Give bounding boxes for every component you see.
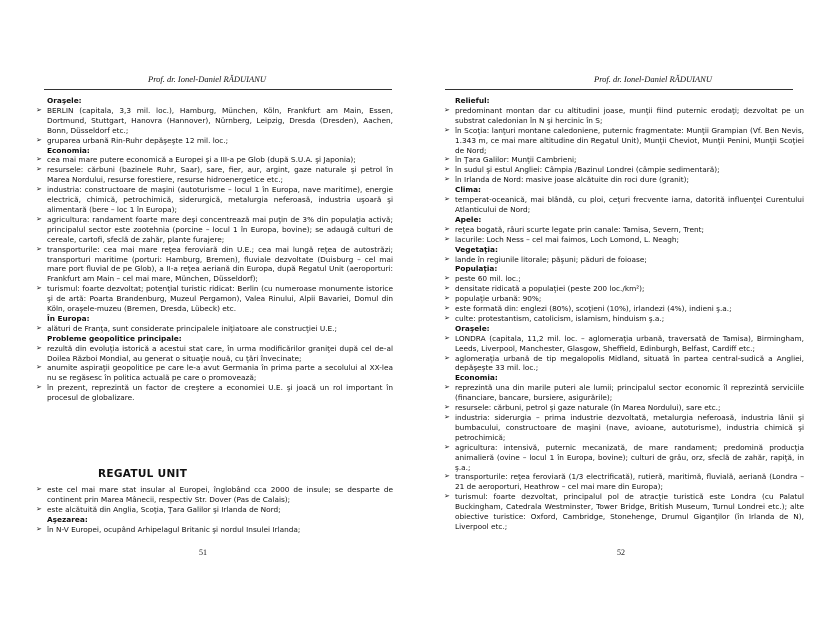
bullet-item: ➢ predominant montan dar cu altitudini joase, munţii fiind puternic erodaţi; dezvoltat pe un substrat caledonian în N şi hercinic în S;	[444, 106, 804, 126]
section-title: REGATUL UNIT	[98, 468, 188, 480]
section-heading: Relieful:	[455, 96, 490, 105]
section-heading: Economia:	[455, 373, 498, 383]
bullet-item: ➢ peste 60 mil. loc.;	[444, 274, 804, 284]
bullet-item: ➢ temperat-oceanică, mai blândă, cu ploi, ceţuri frecvente iarna, datorită influenţei Curentului Atlanticului de Nord;	[444, 195, 804, 215]
bullet-item: ➢ turismul: foarte dezvoltat; potenţial turistic ridicat: Berlin (cu numeroase monumente istorice şi de artă: Poarta Brandenburg, Muzeul Pergamon), Valea Rinului, Alpii Bavariei, Domul din Köln, oraşele-muzeu (Bremen, Dresda, Lübeck) etc.	[36, 284, 393, 314]
header-rule	[445, 89, 793, 90]
page-header: Prof. dr. Ionel-Daniel RĂDUIANU	[148, 74, 266, 84]
section-heading: Oraşele:	[47, 96, 82, 105]
bullet-item: ➢ reprezintă una din marile puteri ale lumii; principalul sector economic îl reprezintă serviciile (financiare, bancare, bursiere, asigurările);	[444, 383, 804, 403]
bullet-item: ➢ industria: siderurgia – prima industrie dezvoltată, metalurgia neferoasă, industria lânii şi bumbacului, constructoare de maşini (nave, avioane, autoturisme), industria chimică şi petrochimică;	[444, 413, 804, 443]
bullet-item: ➢ lacurile: Loch Ness – cel mai faimos, Loch Lomond, L. Neagh;	[444, 235, 804, 245]
section-heading: Apele:	[455, 214, 482, 224]
bullet-item: ➢ reţea bogată, râuri scurte legate prin canale: Tamisa, Severn, Trent;	[444, 225, 804, 235]
bullet-item: ➢ LONDRA (capitala, 11,2 mil. loc. – aglomeraţia urbană, traversată de Tamisa), Birmingham, Leeds, Liverpool, Manchester, Glasgow, Sheffield, Edinburgh, Belfast, Cardiff etc.;	[444, 334, 804, 354]
section-heading: Vegetaţia:	[455, 244, 498, 254]
bullet-item: ➢ în sudul şi estul Angliei: Câmpia /Bazinul Londrei (câmpie sedimentară);	[444, 165, 804, 175]
bullet-item: ➢ agricultura: intensivă, puternic mecanizată, de mare randament; predomină producţia animalieră (ovine – locul 1 în Europa, bovine); culturi de grâu, orz, sfeclă de zahăr, rapiţă, in ş.a.;	[444, 443, 804, 473]
right-page	[414, 0, 828, 640]
header-rule	[44, 89, 392, 90]
page-number: 51	[199, 548, 207, 557]
bullet-item: ➢ în N-V Europei, ocupând Arhipelagul Britanic şi nordul Insulei Irlanda;	[36, 525, 393, 535]
bullet-item: ➢ culte: protestantism, catolicism, islamism, hinduism ş.a.;	[444, 314, 804, 324]
page-body	[36, 96, 393, 403]
section-heading: Populaţia:	[455, 264, 498, 274]
bullet-item: ➢ lande în regiunile litorale; păşuni; păduri de foioase;	[444, 255, 804, 265]
bullet-item: ➢ industria: constructoare de maşini (autoturisme – locul 1 în Europa, nave maritime), energie electrică, chimică, petrochimică, siderurgică, metalurgia neferoasă, industria uşoară şi alimentară (bere – loc 1 în Europa);	[36, 185, 393, 215]
bullet-item: ➢ resursele: cărbuni (bazinele Ruhr, Saar), sare, fier, aur, argint, gaze naturale şi petrol în Marea Nordului, resurse forestiere, resurse hidroenergetice etc.;	[36, 165, 393, 185]
bullet-item: ➢ alături de Franţa, sunt considerate principalele iniţiatoare ale construcţiei U.E.;	[36, 324, 393, 334]
bullet-item: ➢ resursele: cărbuni, petrol şi gaze naturale (în Marea Nordului), sare etc.;	[444, 403, 804, 413]
bullet-item: ➢ în Scoţia: lanţuri montane caledoniene, puternic fragmentate: Munţii Grampian (Vf. Ben Nevis, 1.343 m, ce mai mare altitudine din Regatul Unit), Munţii Cheviot, Munţii Penini, Munţii Scoţiei de Nord;	[444, 126, 804, 156]
bullet-item: ➢ este cel mai mare stat insular al Europei, înglobând cca 2000 de insule; se desparte de continent prin Marea Mânecii, respectiv Str. Dover (Pas de Calais);	[36, 485, 393, 505]
section-heading: În Europa:	[47, 313, 90, 323]
bullet-item: ➢ gruparea urbană Rin-Ruhr depăşeşte 12 mil. loc.;	[36, 136, 393, 146]
bullet-item: ➢ populaţie urbană: 90%;	[444, 294, 804, 304]
bullet-item: ➢ rezultă din evoluţia istorică a acestui stat care, în urma modificărilor graniţei după cel de-al Doilea Război Mondial, au generat o situaţie nouă, cu ţări învecinate;	[36, 344, 393, 364]
section-body	[36, 485, 393, 535]
section-heading: Probleme geopolitice principale:	[47, 333, 182, 343]
bullet-item: ➢ agricultura: randament foarte mare deşi concentrează mai puţin de 3% din populaţia activă; principalul sector este zootehnia (porcine – locul 1 în Europa, bovine); se adaugă culturi de cereale, cartofi, sfeclă de zahăr, plante furajere;	[36, 215, 393, 245]
bullet-item: ➢ BERLIN (capitala, 3,3 mil. loc.), Hamburg, München, Köln, Frankfurt am Main, Essen, Dortmund, Stuttgart, Hanovra (Hannover), Nürnberg, Leipzig, Dresda (Dresden), Aachen, Bonn, Düsseldorf etc.;	[36, 106, 393, 136]
bullet-item: ➢ este alcătuită din Anglia, Scoţia, Ţara Galilor şi Irlanda de Nord;	[36, 505, 393, 515]
bullet-item: ➢ turismul: foarte dezvoltat, principalul pol de atracţie turistică este Londra (cu Palatul Buckingham, Catedrala Westminster, Tower Bridge, British Museum, Turnul Londrei etc.); alte obiective turistice: Oxford, Cambridge, Stonehenge, Drumul Giganţilor (în Irlanda de N), Liverpool etc.;	[444, 492, 804, 532]
bullet-item: ➢ transporturile: cea mai mare reţea feroviară din U.E.; cea mai lungă reţea de autostrăzi; transporturi maritime (porturi: Hamburg, Bremen), fluviale dezvoltate (Duisburg – cel mai mare port fluvial de pe Glob), a II-a reţea aeriană din Europa, după Regatul Unit (aeroporturi: Frankfurt am Main – cel mai mare, München, Düsseldorf);	[36, 245, 393, 285]
bullet-item: ➢ în Irlanda de Nord: masive joase alcătuite din roci dure (granit);	[444, 175, 804, 185]
page-body	[444, 96, 804, 532]
bullet-item: ➢ densitate ridicată a populaţiei (peste 200 loc./km²);	[444, 284, 804, 294]
bullet-item: ➢ cea mai mare putere economică a Europei şi a III-a pe Glob (după S.U.A. şi Japonia);	[36, 155, 393, 165]
bullet-item: ➢ anumite aspiraţii geopolitice pe care le-a avut Germania în prima parte a secolului al XX-lea nu se regăsesc în politica actuală pe care o promovează;	[36, 363, 393, 383]
section-heading: Oraşele:	[455, 323, 490, 333]
bullet-item: ➢ în Ţara Galilor: Munţii Cambrieni;	[444, 155, 804, 165]
bullet-item: ➢ transporturile: reţea feroviară (1/3 electrificată), rutieră, maritimă, fluvială, aeriană (Londra – 21 de aeroporturi, Heathrow – cel mai mare din Europa);	[444, 472, 804, 492]
bullet-item: ➢ aglomeraţia urbană de tip megalopolis Midland, situată în partea central-sudică a Angliei, depăşeşte 33 mil. loc.;	[444, 354, 804, 374]
section-heading: Aşezarea:	[47, 514, 88, 524]
section-heading: Economia:	[47, 145, 90, 155]
bullet-item: ➢ este formată din: englezi (80%), scoţieni (10%), irlandezi (4%), indieni ş.a.;	[444, 304, 804, 314]
page-header: Prof. dr. Ionel-Daniel RĂDUIANU	[594, 74, 712, 84]
page-number: 52	[617, 548, 625, 557]
bullet-item: ➢ în prezent, reprezintă un factor de creştere a economiei U.E. şi joacă un rol important în procesul de globalizare.	[36, 383, 393, 403]
section-heading: Clima:	[455, 185, 481, 195]
